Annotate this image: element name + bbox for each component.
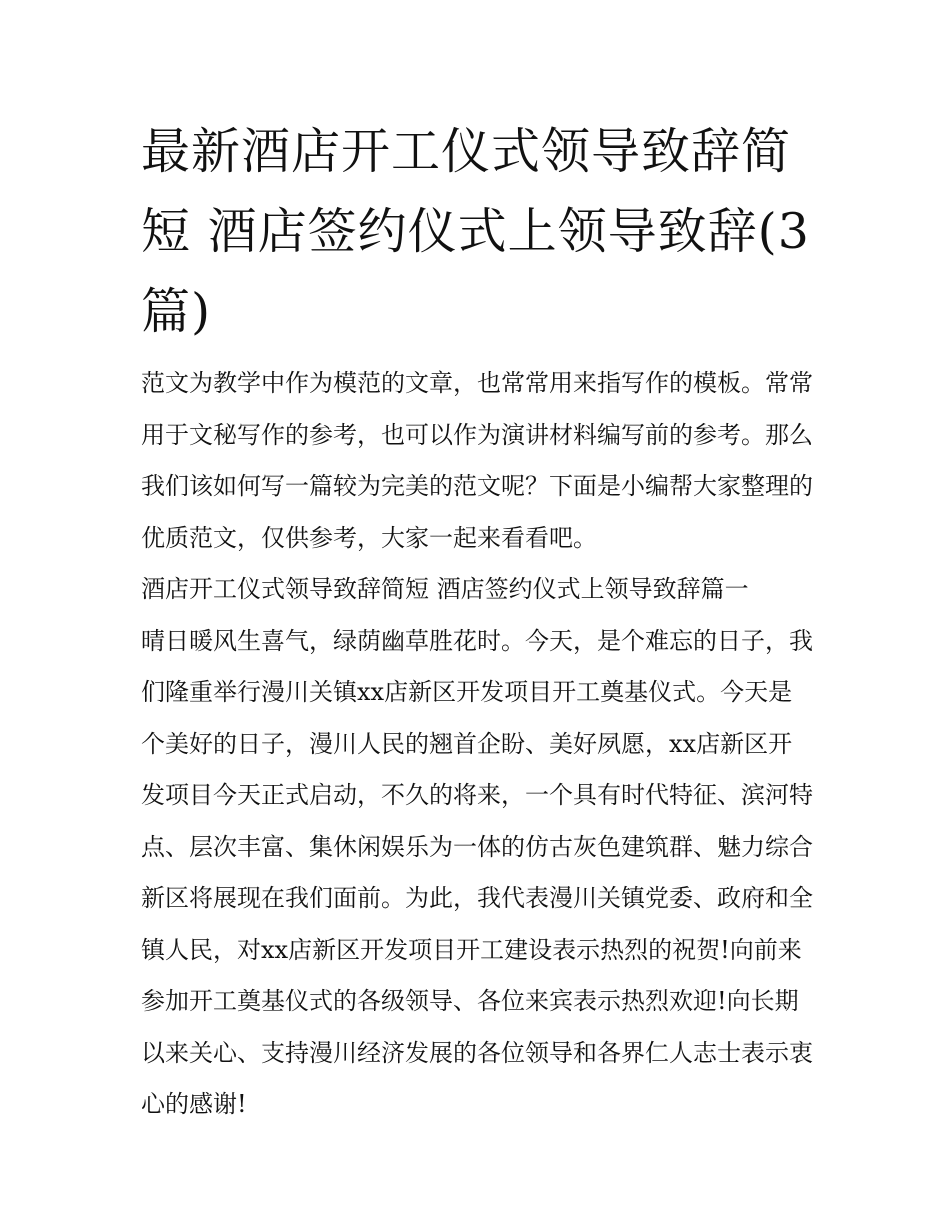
intro-paragraph: 范文为教学中作为模范的文章，也常常用来指写作的模板。常常用于文秘写作的参考，也可以作为演讲材料编写前的参考。那么我们该如何写一篇较为完美的范文呢？下面是小编帮大家整理的优质范文，仅供参考，大家一起来看看吧。 — [141, 369, 813, 552]
section-heading: 酒店开工仪式领导致辞简短 酒店签约仪式上领导致辞篇一 — [141, 575, 749, 603]
document-body — [141, 358, 813, 1131]
speech-paragraph: 晴日暖风生喜气，绿荫幽草胜花时。今天，是个难忘的日子，我们隆重举行漫川关镇xx店新区开发项目开工奠基仪式。今天是个美好的日子，漫川人民的翘首企盼、美好夙愿，xx店新区开发项目今天正式启动，不久的将来，一个具有时代特征、滨河特点、层次丰富、集休闲娱乐为一体的仿古灰色建筑群、魅力综合新区将展现在我们面前。为此，我代表漫川关镇党委、政府和全镇人民，对xx店新区开发项目开工建设表示热烈的祝贺!向前来参加开工奠基仪式的各级领导、各位来宾表示热烈欢迎!向长期以来关心、支持漫川经济发展的各位领导和各界仁人志士表示衷心的感谢! — [141, 626, 813, 1118]
document-page — [141, 112, 813, 1131]
document-title: 最新酒店开工仪式领导致辞简短 酒店签约仪式上领导致辞(3篇) — [141, 123, 810, 340]
